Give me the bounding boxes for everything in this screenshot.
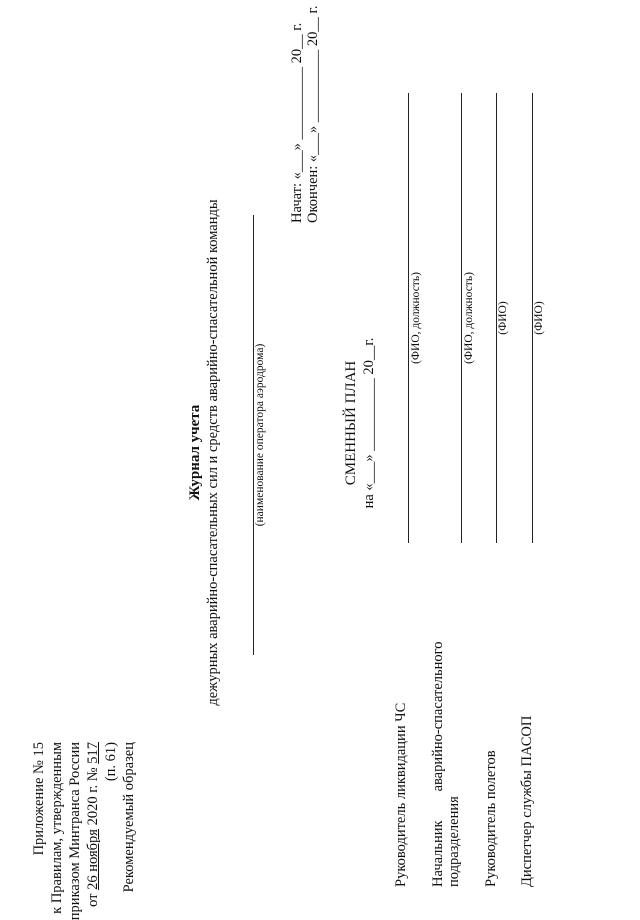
appendix-order-date: от 26 ноября 2020 г. № 517 [85,742,101,907]
appendix-sample: Рекомендуемый образец [121,742,137,893]
appendix-number: Приложение № 15 [31,742,47,856]
journal-dates [289,6,321,224]
order-date: 26 ноября [85,829,101,890]
appendix-order: приказом Минтранса России [67,742,83,920]
signature-hint-rescue: (ФИО, должность) [463,272,475,364]
journal-ended: Окончен: «___» __________ 20__ г. [305,5,321,223]
role-chs-leader: Руководитель ликвидации ЧС [393,702,409,887]
journal-title [186,0,222,905]
operator-name-hint: (наименование оператора аэродрома) [254,343,266,527]
shift-plan-title: СМЕННЫЙ ПЛАН [343,360,359,486]
shift-plan-date: на «___» __________ 20__г. [361,337,377,509]
role-rescue-chief: Начальник аварийно-спасательного подразделения [430,641,462,887]
signature-hint-flight: (ФИО) [497,301,509,335]
order-number: 517 [85,742,101,764]
role-pasop-dispatcher: Диспетчер службы ПАСОП [519,715,535,887]
journal-started: Начат: «___» __________ 20__ г. [289,22,305,223]
appendix-clause: (п. 61) [103,742,119,782]
signature-line-chs [408,93,409,543]
appendix-block [30,742,138,920]
appendix-rules: к Правилам, утвержденным [49,742,65,914]
signature-hint-dispatcher: (ФИО) [533,301,545,335]
journal-title-main: Журнал учета [187,404,203,501]
journal-title-sub: дежурных аварийно-спасательных сил и средств аварийно-спасательной команды [205,199,221,706]
shift-plan [342,293,378,553]
signature-hint-chs: (ФИО, должность) [410,272,422,364]
role-flight-director: Руководитель полетов [483,750,499,887]
signature-line-rescue [461,93,462,543]
